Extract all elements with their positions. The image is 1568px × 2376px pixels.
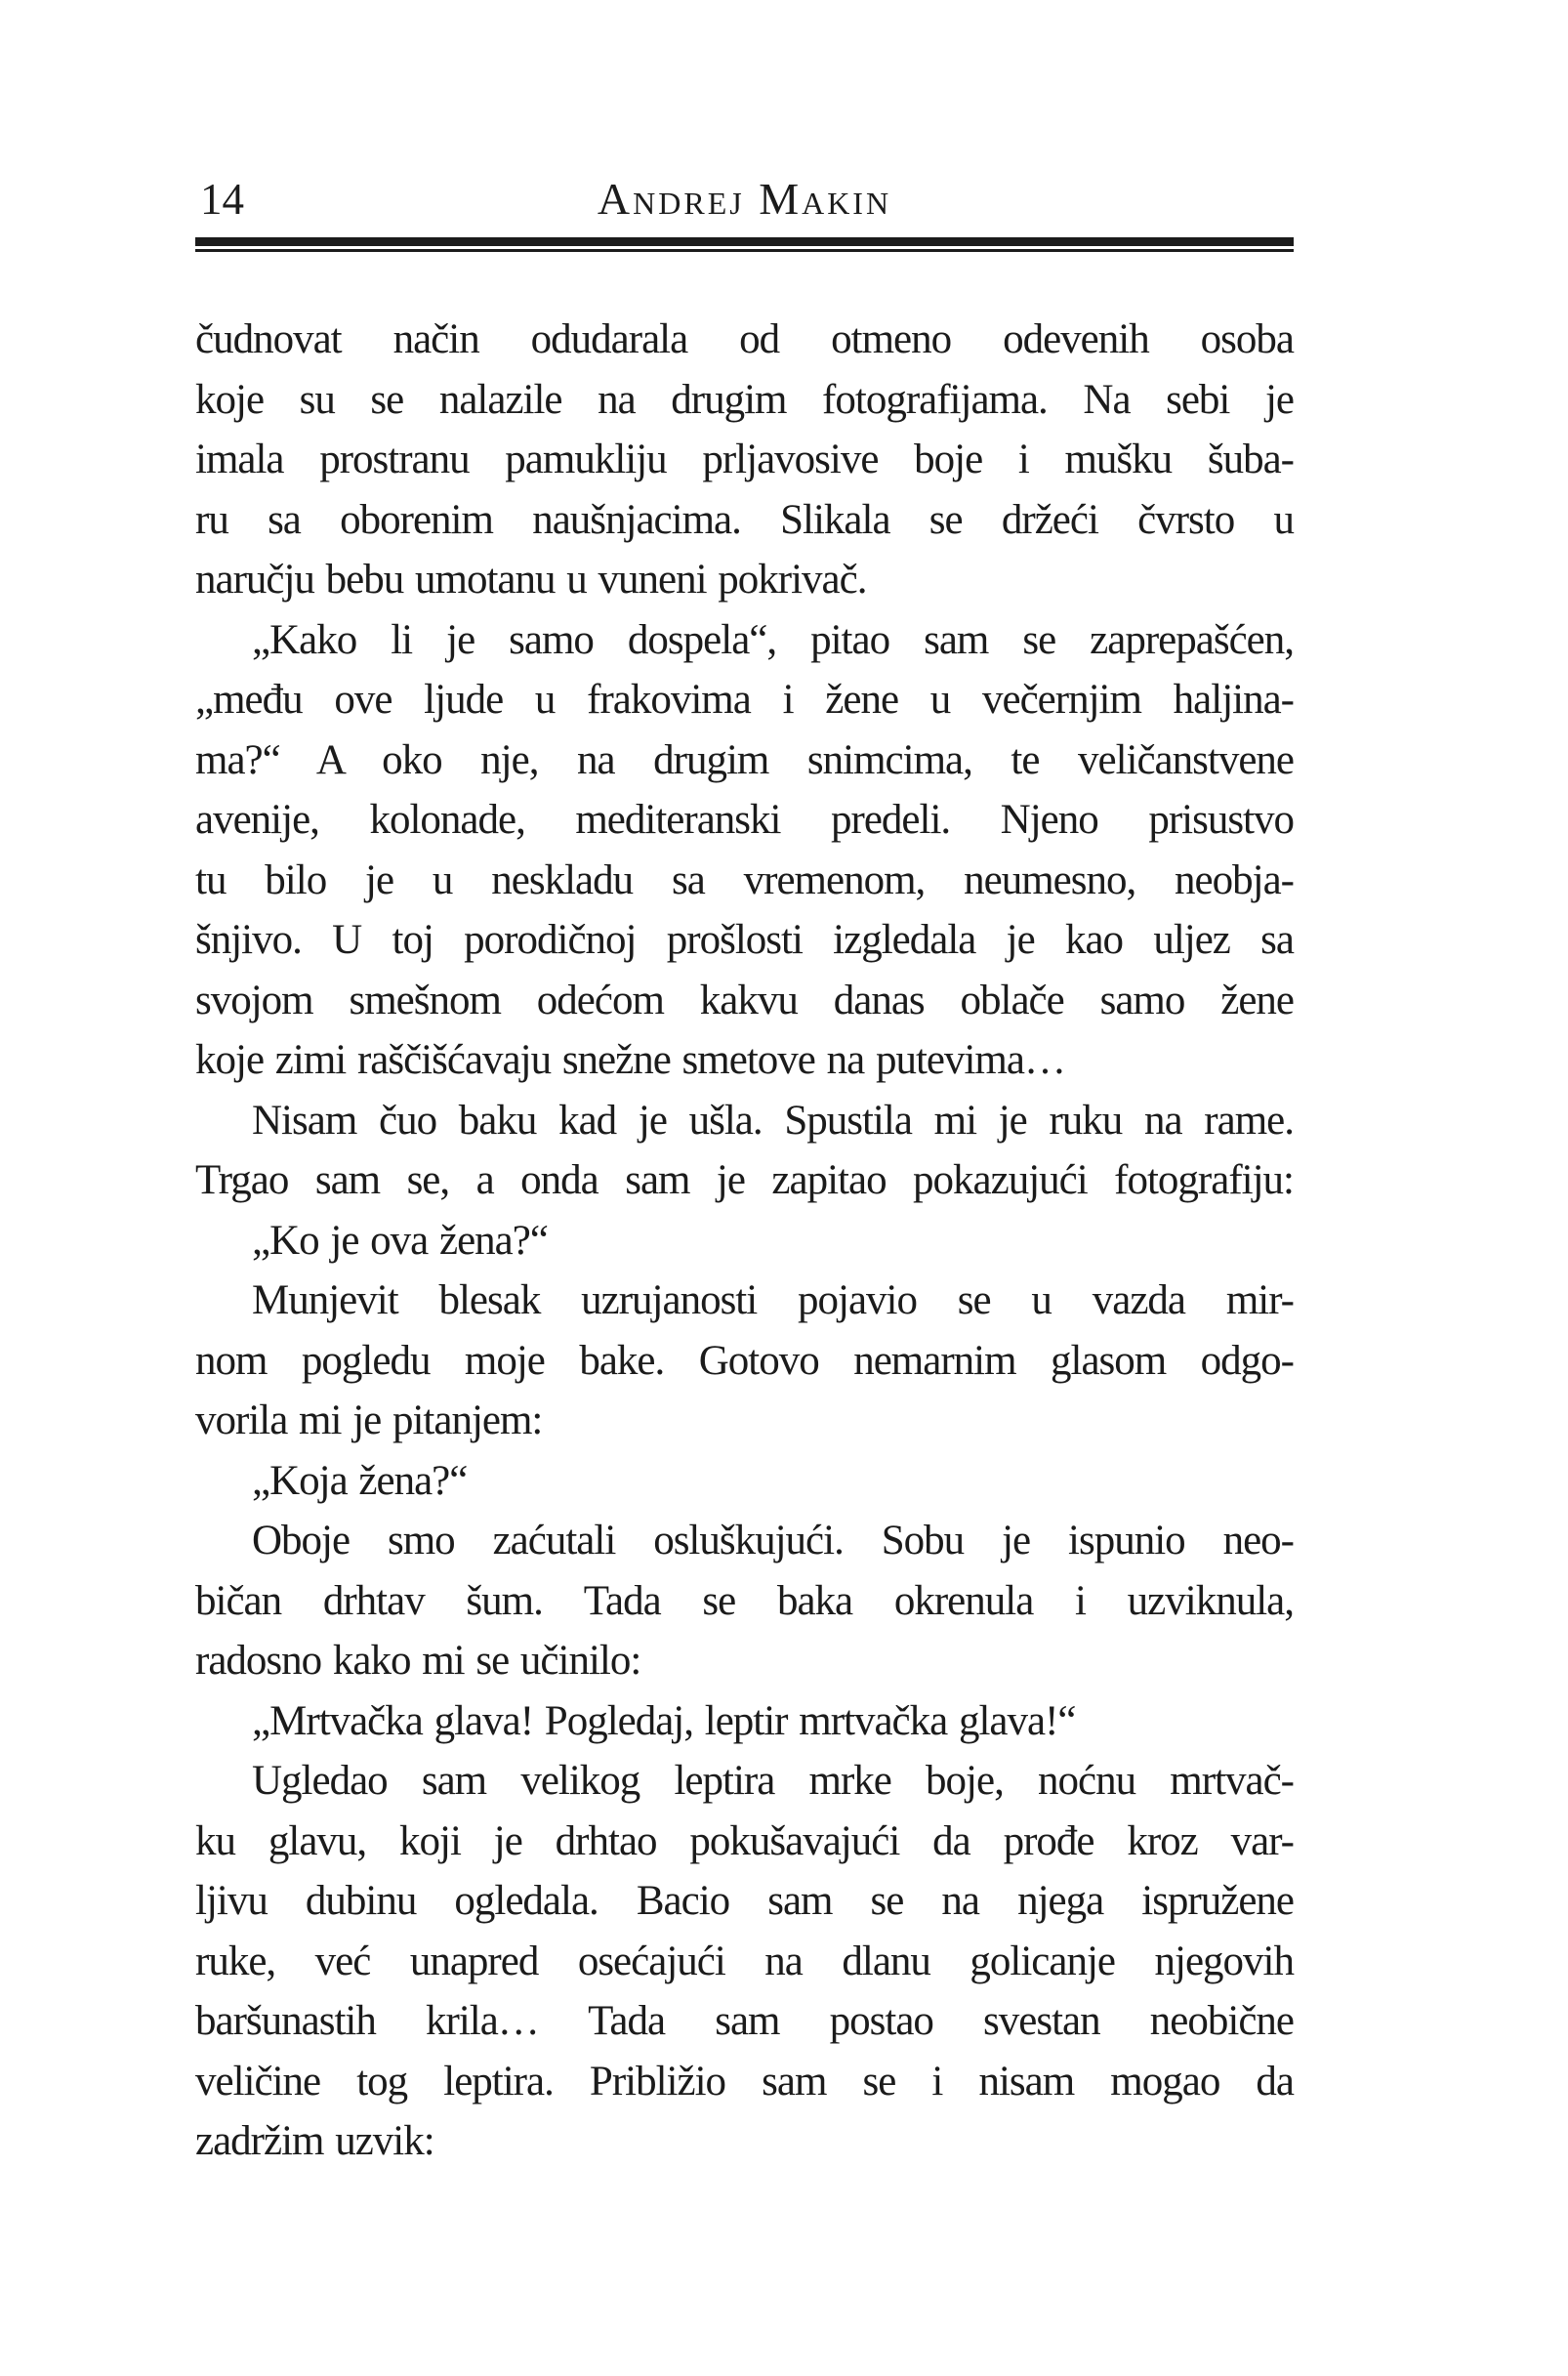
header-rule-thin xyxy=(195,249,1294,252)
text-line: „Kako li je samo dospela“, pitao sam se zaprepašćen, xyxy=(252,616,1294,663)
text-line: vorila mi je pitanjem: xyxy=(195,1397,543,1443)
text-line: imala prostranu pamukliju prljavosive boje i mušku šuba- xyxy=(195,437,1294,482)
text-line: ru sa oborenim naušnjacima. Slikala se držeći čvrsto u xyxy=(195,496,1294,543)
text-line: zadržim uzvik: xyxy=(195,2118,434,2164)
text-line: veličine tog leptira. Približio sam se i nisam mogao da xyxy=(195,2058,1294,2105)
page-number: 14 xyxy=(200,175,244,224)
text-line: ruke, već unapred osećajući na dlanu golicanje njegovih xyxy=(195,1938,1294,1984)
text-line: avenije, kolonade, mediteranski predeli. Njeno prisustvo xyxy=(195,797,1294,843)
text-line: Ugledao sam velikog leptira mrke boje, noćnu mrtvač- xyxy=(252,1758,1294,1804)
text-line: Trgao sam se, a onda sam je zapitao pokazujući fotografiju: xyxy=(195,1157,1294,1203)
text-line: bičan drhtav šum. Tada se baka okrenula i uzviknula, xyxy=(195,1577,1294,1624)
text-line: radosno kako mi se učinilo: xyxy=(195,1638,641,1684)
text-line: Nisam čuo baku kad je ušla. Spustila mi je ruku na rame. xyxy=(252,1097,1294,1144)
text-line: „Mrtvačka glava! Pogledaj, leptir mrtvačka glava!“ xyxy=(252,1697,1076,1744)
text-line: baršunastih krila… Tada sam postao svestan neobične xyxy=(195,1998,1294,2044)
text-line: nom pogledu moje bake. Gotovo nemarnim glasom odgo- xyxy=(195,1337,1294,1384)
running-head: Andrej Makin xyxy=(597,174,892,224)
text-line: Munjevit blesak uzrujanosti pojavio se u vazda mir- xyxy=(252,1277,1294,1323)
text-line: tu bilo je u neskladu sa vremenom, neumesno, neobja- xyxy=(195,856,1294,903)
text-line: „Ko je ova žena?“ xyxy=(252,1217,548,1264)
text-line: „Koja žena?“ xyxy=(252,1457,468,1504)
text-line: Oboje smo zaćutali osluškujući. Sobu je ispunio neo- xyxy=(252,1518,1294,1563)
header-rule-thick xyxy=(195,237,1294,246)
text-line: šnjivo. U toj porodičnoj prošlosti izgledala je kao uljez sa xyxy=(195,917,1294,963)
text-line: ljivu dubinu ogledala. Bacio sam se na njega ispružene xyxy=(195,1878,1294,1924)
text-line: koje zimi raščišćavaju snežne smetove na putevima… xyxy=(195,1037,1065,1083)
text-line: čudnovat način odudarala od otmeno odevenih osoba xyxy=(195,316,1294,362)
body-text-block xyxy=(195,310,1294,2172)
text-line: naručju bebu umotanu u vuneni pokrivač. xyxy=(195,557,867,603)
text-line: ku glavu, koji je drhtao pokušavajući da prođe kroz var- xyxy=(195,1817,1294,1864)
text-line: koje su se nalazile na drugim fotografijama. Na sebi je xyxy=(195,376,1294,423)
text-line: ma?“ A oko nje, na drugim snimcima, te veličanstvene xyxy=(195,736,1294,783)
text-line: „među ove ljude u frakovima i žene u večernjim haljina- xyxy=(195,677,1294,723)
text-line: svojom smešnom odećom kakvu danas oblače samo žene xyxy=(195,977,1294,1023)
